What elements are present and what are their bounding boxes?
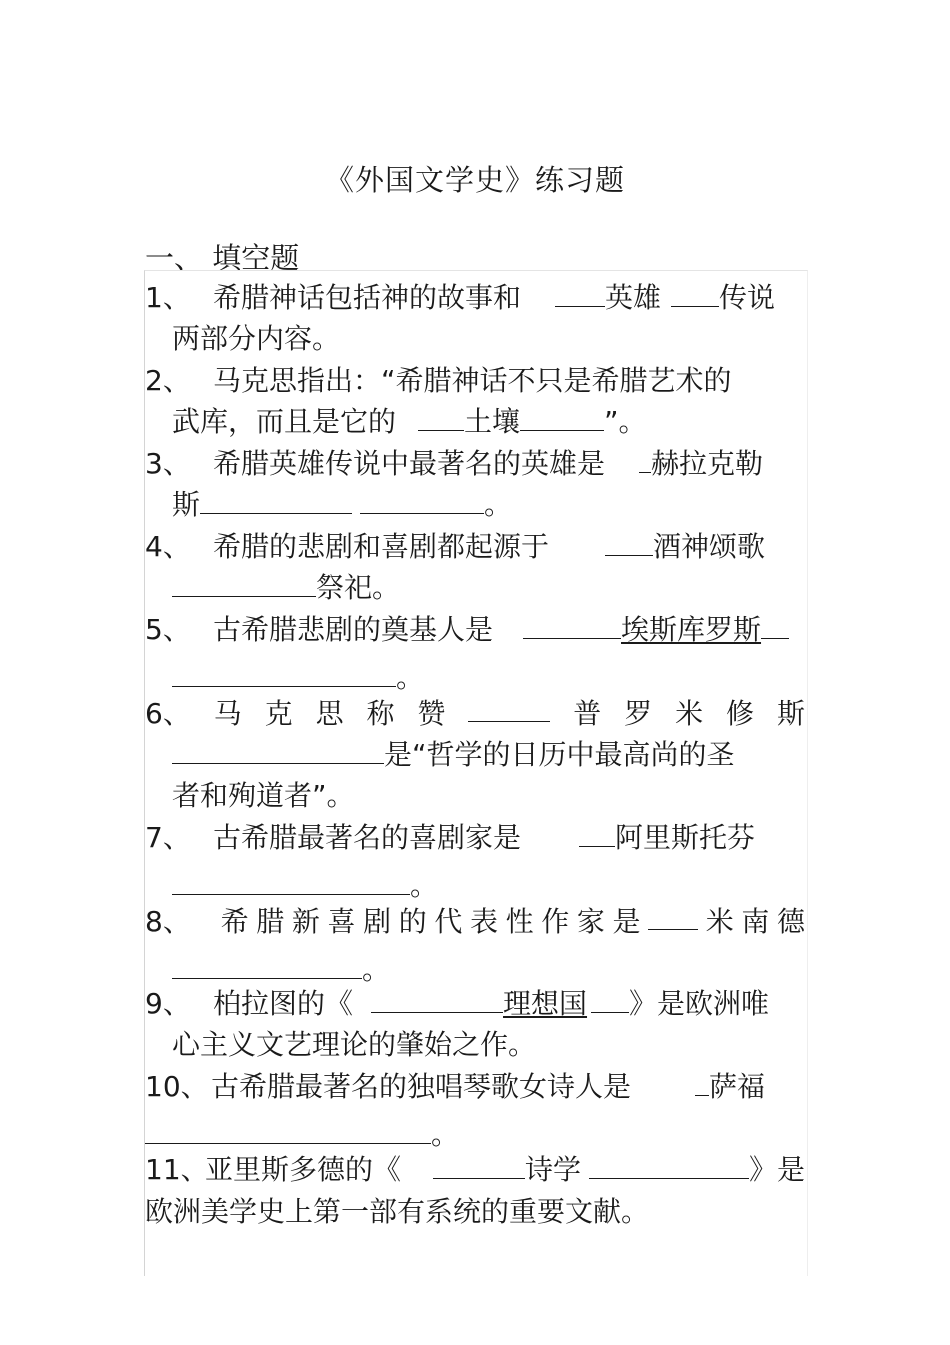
blank <box>605 530 653 556</box>
question-3-line-1: 3、 希腊英雄传说中最著名的英雄是 赫拉克勒 <box>145 447 764 480</box>
answer-char: 斯 <box>776 697 805 730</box>
question-number: 7、 <box>145 821 191 854</box>
question-10-line-1: 10、古希腊最著名的独唱琴歌女诗人是 萨福 <box>145 1070 766 1103</box>
blank <box>172 953 362 979</box>
blank <box>579 821 615 847</box>
question-6-line-1: 6、 马 克 思 称 赞 普 罗 米 修 斯 <box>145 697 805 730</box>
answer: 阿里斯托芬 <box>615 821 756 854</box>
question-9-line-2: 心主义文艺理论的肇始之作。 <box>172 1028 537 1061</box>
blank <box>172 738 384 764</box>
blank <box>671 281 719 307</box>
question-9-line-1: 9、 柏拉图的《 理想国 》是欧洲唯 <box>145 987 770 1020</box>
blank <box>360 488 484 514</box>
blank <box>555 281 605 307</box>
question-2-line-2: 武库，而且是它的 土壤 ”。 <box>172 405 647 438</box>
question-number: 10、 <box>145 1070 209 1103</box>
question-number: 3、 <box>145 447 191 480</box>
blank <box>468 696 550 722</box>
answer-char: 修 <box>726 697 755 730</box>
answer-char: 罗 <box>624 697 653 730</box>
question-4-line-2: 祭祀。 <box>172 570 805 606</box>
question-7-line-1: 7、 古希腊最著名的喜剧家是 阿里斯托芬 <box>145 821 756 854</box>
blank <box>172 869 410 895</box>
page-title: 《外国文学史》练习题 <box>324 163 625 197</box>
question-11-line-1: 11、亚里斯多德的《 诗学 》是 <box>145 1153 806 1186</box>
question-4-line-1: 4、 希腊的悲剧和喜剧都起源于 酒神颂歌 <box>145 530 766 563</box>
question-11-line-2: 欧洲美学史上第一部有系统的重要文献。 <box>145 1195 650 1228</box>
blank <box>520 405 604 431</box>
question-number: 5、 <box>145 613 191 646</box>
answer: 诗学 <box>525 1153 582 1186</box>
blank <box>589 1153 749 1179</box>
blank <box>145 1118 431 1144</box>
answer-char: 南 <box>741 905 770 938</box>
answer: 酒神颂歌 <box>653 530 766 563</box>
answer: 英雄 <box>605 281 662 314</box>
question-1-line-2: 两部分内容。 <box>172 322 341 355</box>
answer: 斯 <box>172 488 201 521</box>
answer: 理想国 <box>503 987 588 1020</box>
blank <box>591 987 629 1013</box>
question-1-line-1: 1、 希腊神话包括神的故事和 英雄 传说 <box>145 281 776 314</box>
question-7-line-2: 。 <box>172 868 805 904</box>
blank <box>418 405 464 431</box>
answer-char: 米 <box>705 905 734 938</box>
question-number: 11、 <box>145 1153 209 1186</box>
blank <box>172 661 396 687</box>
blank <box>648 904 698 930</box>
question-3-line-2: 斯 。 <box>172 488 513 521</box>
question-6-line-2: 是“哲学的日历中最高尚的圣 <box>172 737 805 773</box>
answer: 埃斯库罗斯 <box>621 613 762 646</box>
question-number: 2、 <box>145 364 191 397</box>
question-6-line-3: 者和殉道者”。 <box>172 779 355 812</box>
answer-char: 普 <box>573 697 602 730</box>
question-8-line-2: 。 <box>172 952 805 988</box>
blank <box>172 571 316 597</box>
question-8-line-1: 8、 希 腊 新 喜 剧 的 代 表 性 作 家 是 米 南 德 <box>145 905 805 938</box>
question-number: 8、 <box>145 905 191 938</box>
blank <box>761 613 789 639</box>
question-number: 4、 <box>145 530 191 563</box>
question-10-line-2: 。 <box>145 1117 805 1153</box>
blank <box>695 1070 709 1096</box>
answer-char: 米 <box>675 697 704 730</box>
blank <box>523 613 621 639</box>
answer: 萨福 <box>709 1070 766 1103</box>
question-number: 9、 <box>145 987 191 1020</box>
blank <box>639 447 651 473</box>
question-number: 6、 <box>145 697 191 730</box>
blank <box>200 488 352 514</box>
question-number: 1、 <box>145 281 191 314</box>
answer: 土壤 <box>464 405 521 438</box>
blank <box>371 987 503 1013</box>
question-2-line-1: 2、 马克思指出：“希腊神话不只是希腊艺术的 <box>145 364 732 397</box>
blank <box>433 1153 525 1179</box>
answer-char: 德 <box>776 905 805 938</box>
answer: 赫拉克勒 <box>651 447 764 480</box>
question-5-line-2: 。 <box>172 660 805 696</box>
question-5-line-1: 5、 古希腊悲剧的奠基人是 埃斯库罗斯 <box>145 612 805 648</box>
section-heading: 一、 填空题 <box>145 241 300 275</box>
